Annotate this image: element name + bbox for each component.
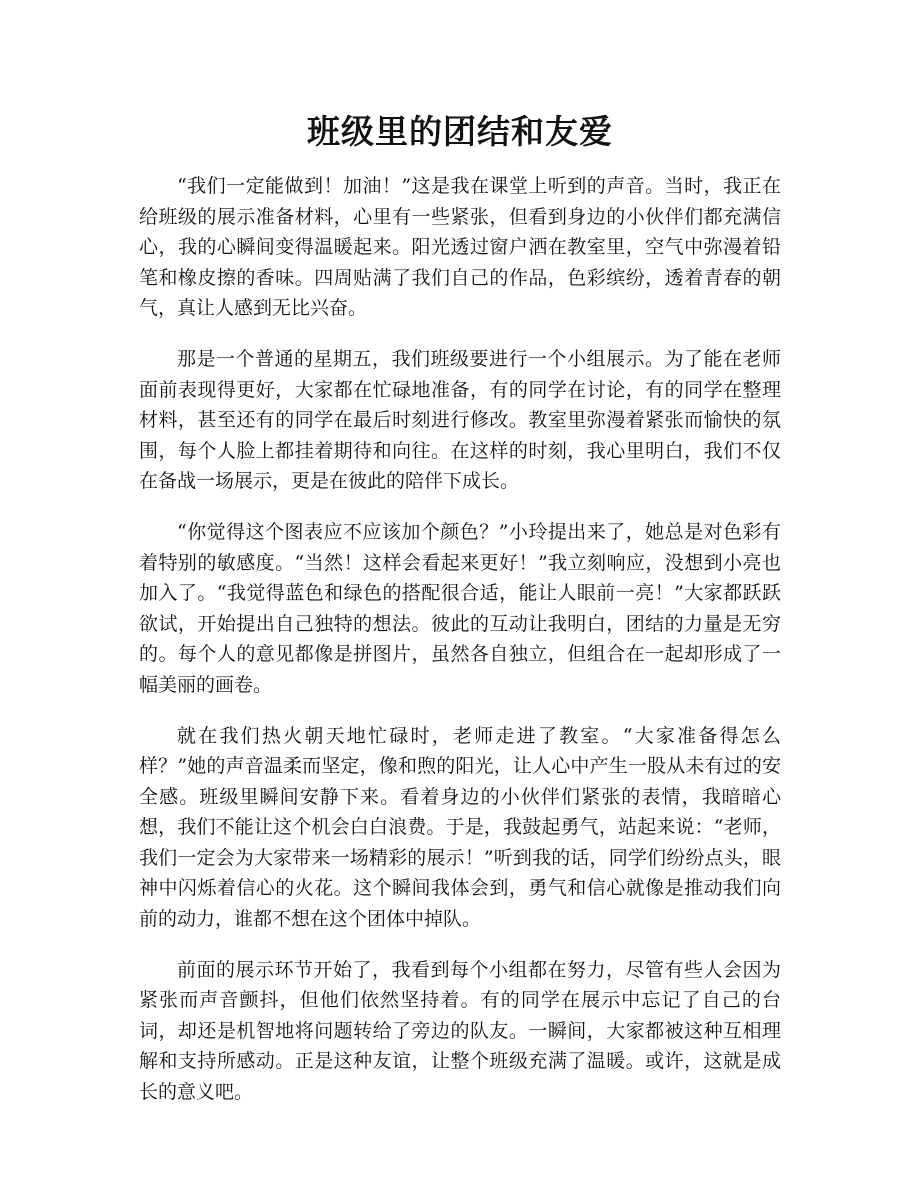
paragraph-5: 前面的展示环节开始了，我看到每个小组都在努力，尽管有些人会因为紧张而声音颤抖，但他们依然坚持着。有的同学在展示中忘记了自己的台词，却还是机智地将问题转给了旁边的队友。一瞬间，大家都被这种互相理解和支持所感动。正是这种友谊，让整个班级充满了温暖。或许，这就是成长的意义吧。 <box>139 958 781 1104</box>
document-body <box>139 171 781 1128</box>
paragraph-4: 就在我们热火朝天地忙碌时，老师走进了教室。“大家准备得怎么样？”她的声音温柔而坚定，像和煦的阳光，让人心中产生一股从未有过的安全感。班级里瞬间安静下来。看着身边的小伙伴们紧张的表情，我暗暗心想，我们不能让这个机会白白浪费。于是，我鼓起勇气，站起来说：“老师，我们一定会为大家带来一场精彩的展示！”听到我的话，同学们纷纷点头，眼神中闪烁着信心的火花。这个瞬间我体会到，勇气和信心就像是推动我们向前的动力，谁都不想在这个团体中掉队。 <box>139 724 781 931</box>
paragraph-3: “你觉得这个图表应不应该加个颜色？”小玲提出来了，她总是对色彩有着特别的敏感度。“当然！这样会看起来更好！”我立刻响应，没想到小亮也加入了。“我觉得蓝色和绿色的搭配很合适，能让人眼前一亮！”大家都跃跃欲试，开始提出自己独特的想法。彼此的互动让我明白，团结的力量是无穷的。每个人的意见都像是拼图片，虽然各自独立，但组合在一起却形成了一幅美丽的画卷。 <box>139 520 781 696</box>
document-title: 班级里的团结和友爱 <box>307 112 613 151</box>
paragraph-2: 那是一个普通的星期五，我们班级要进行一个小组展示。为了能在老师面前表现得更好，大家都在忙碌地准备，有的同学在讨论，有的同学在整理材料，甚至还有的同学在最后时刻进行修改。教室里弥漫着紧张而愉快的氛围，每个人脸上都挂着期待和向往。在这样的时刻，我心里明白，我们不仅在备战一场展示，更是在彼此的陪伴下成长。 <box>139 347 781 493</box>
paragraph-1: “我们一定能做到！加油！”这是我在课堂上听到的声音。当时，我正在给班级的展示准备材料，心里有一些紧张，但看到身边的小伙伴们都充满信心，我的心瞬间变得温暖起来。阳光透过窗户洒在教室里，空气中弥漫着铅笔和橡皮擦的香味。四周贴满了我们自己的作品，色彩缤纷，透着青春的朝气，真让人感到无比兴奋。 <box>139 175 781 320</box>
